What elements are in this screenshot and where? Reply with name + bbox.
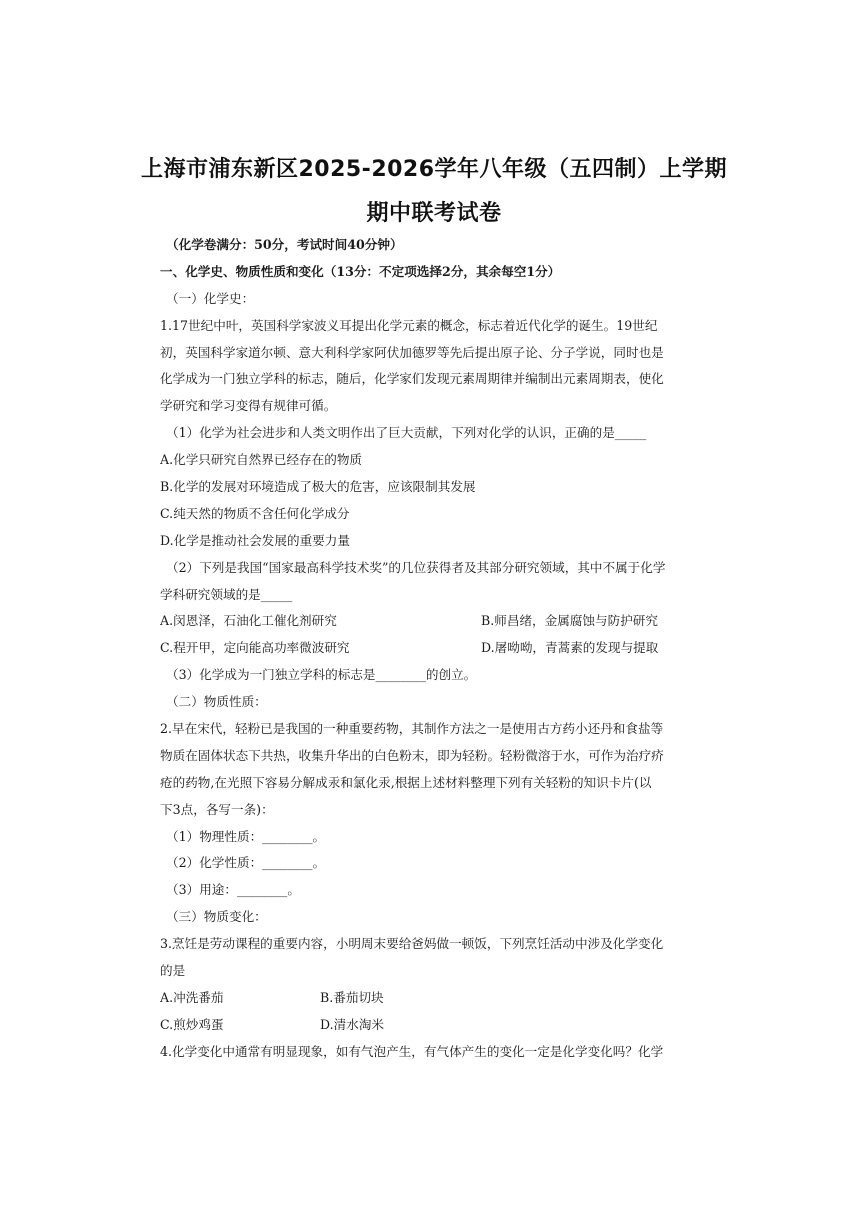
exam-content — [160, 232, 712, 1066]
exam-info: （化学卷满分：50分，考试时间40分钟） — [166, 237, 403, 252]
q1-sub1-option-d: D.化学是推动社会发展的重要力量 — [160, 532, 350, 548]
q4-stem-line: 4.化学变化中通常有明显现象，如有气泡产生，有气体产生的变化一定是化学变化吗？化学 — [160, 1043, 664, 1059]
q2-stem-line: 物质在固体状态下共热，收集升华出的白色粉末，即为轻粉。轻粉微溶于水，可作为治疗疥 — [160, 747, 664, 763]
q1-sub1-option-a: A.化学只研究自然界已经存在的物质 — [160, 452, 363, 468]
q1-sub2-option-d: D.屠呦呦，青蒿素的发现与提取 — [481, 640, 659, 656]
q1-sub1-question: （1）化学为社会进步和人类文明作出了巨大贡献，下列对化学的认识，正确的是_____ — [166, 425, 647, 441]
q1-stem-line: 学研究和学习变得有规律可循。 — [160, 398, 337, 414]
exam-title-line-2: 期中联考试卷 — [366, 201, 502, 226]
q2-stem-line: 2.早在宋代，轻粉已是我国的一种重要药物，其制作方法之一是使用古方药小还丹和食盐等 — [160, 721, 664, 737]
part-2-heading: （二）物质性质： — [166, 694, 267, 710]
q1-sub2-options-row — [160, 635, 712, 662]
part-3-heading: （三）物质变化： — [166, 909, 267, 925]
q3-option-d: D.清水淘米 — [320, 1016, 385, 1032]
q3-stem-line: 3.烹饪是劳动课程的重要内容，小明周末要给爸妈做一顿饭，下列烹饪活动中涉及化学变化 — [160, 936, 664, 952]
q3-options-row — [160, 1012, 712, 1039]
exam-title-line-1: 上海市浦东新区2025-2026学年八年级（五四制）上学期 — [140, 157, 728, 182]
q2-item-chemical: （2）化学性质：________。 — [166, 855, 326, 871]
q1-sub3-question: （3）化学成为一门独立学科的标志是________的创立。 — [166, 667, 477, 683]
q2-item-use: （3）用途：________。 — [166, 882, 300, 898]
q2-stem-line: 下3点，各写一条)： — [160, 801, 274, 817]
q2-item-physical: （1）物理性质：________。 — [166, 828, 326, 844]
q1-sub1-option-c: C.纯天然的物质不含任何化学成分 — [160, 505, 350, 521]
q3-option-a: A.冲洗番茄 — [160, 989, 224, 1005]
q3-options-row — [160, 985, 712, 1012]
q3-option-c: C.煎炒鸡蛋 — [160, 1016, 224, 1032]
q1-sub2-option-a: A.闵恩泽，石油化工催化剂研究 — [160, 613, 337, 629]
q3-option-b: B.番茄切块 — [320, 989, 384, 1005]
q1-sub2-option-c: C.程开甲，定向能高功率微波研究 — [160, 640, 350, 656]
q3-stem-line: 的是 — [160, 963, 186, 979]
q1-sub2-options-row — [160, 608, 712, 635]
q1-stem-line: 1.17世纪中叶，英国科学家波义耳提出化学元素的概念，标志着近代化学的诞生。19世纪 — [160, 317, 658, 333]
part-1-heading: （一）化学史： — [166, 290, 255, 306]
q1-stem-line: 化学成为一门独立学科的标志，随后，化学家们发现元素周期律并编制出元素周期表，使化 — [160, 371, 664, 387]
q1-sub2-option-b: B.师昌绪，金属腐蚀与防护研究 — [481, 613, 658, 629]
q1-sub1-option-b: B.化学的发展对环境造成了极大的危害，应该限制其发展 — [160, 479, 476, 495]
q2-stem-line: 疮的药物,在光照下容易分解成汞和氯化汞,根据上述材料整理下列有关轻粉的知识卡片(以 — [160, 774, 652, 790]
q1-sub2-question-line: 学科研究领域的是_____ — [160, 586, 293, 602]
q1-stem-line: 初，英国科学家道尔顿、意大利科学家阿伏加德罗等先后提出原子论、分子学说，同时也是 — [160, 344, 664, 360]
section-1-heading: 一、化学史、物质性质和变化（13分：不定项选择2分，其余每空1分） — [160, 263, 561, 279]
q1-sub2-question-line: （2）下列是我国“国家最高科学技术奖”的几位获得者及其部分研究领域，其中不属于化学 — [166, 559, 666, 575]
